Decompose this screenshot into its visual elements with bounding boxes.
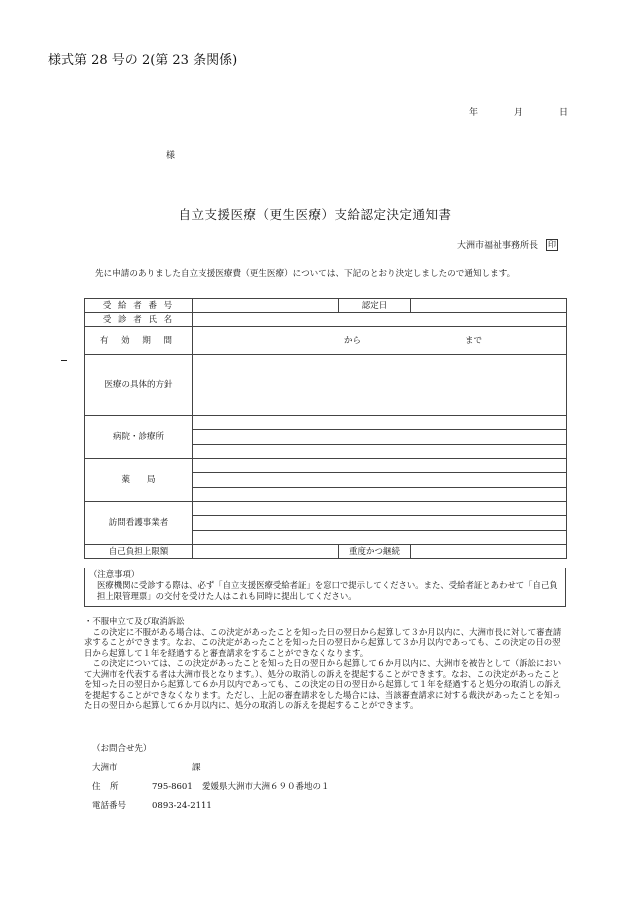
margin-dash: [61, 360, 67, 361]
addressee-honorific: 様: [166, 151, 176, 161]
hospital-row-1: [193, 416, 567, 430]
severe-continuous-value: [411, 545, 567, 559]
nursing-row-1: [193, 502, 567, 516]
treatment-plan-label: 医療の具体的方針: [85, 355, 193, 416]
pharmacy-row-1: [193, 459, 567, 473]
notes-body: 医療機関に受診する際は、必ず「自立支援医療受給者証」を窓口で提示してください。また、受給者証とあわせて「自己負担上限管理票」の交付を受けた人はこれも同時に提出してください。: [97, 580, 558, 601]
contact-heading: （お問合せ先）: [92, 744, 152, 754]
date-month: 月: [513, 108, 523, 118]
nursing-row-3: [193, 530, 567, 544]
contact-phone: 0893-24-2111: [152, 801, 212, 811]
issuer-name: 大洲市福祉事務所長: [456, 241, 538, 251]
document-title: 自立支援医療（更生医療）支給認定決定通知書: [178, 207, 452, 222]
date-year: 年: [468, 108, 478, 118]
date-line: [433, 105, 568, 118]
cert-date-value: [411, 299, 567, 313]
notes-box: [84, 568, 566, 607]
notes-heading: （注意事項）: [89, 569, 140, 579]
severe-continuous-label: 重度かつ継続: [339, 545, 411, 559]
appeal-paragraph-1: この決定に不服がある場合は、この決定があったことを知った日の翌日から起算して３か月以内に、大洲市長に対して審査請求することができます。なお、この決定があったことを知った日の翌日から起算して３か月以内であっても、この決定の日の翌日から起算して１年を経過すると審査請求をすることができなくなります。: [84, 626, 562, 658]
period-to: まで: [464, 335, 482, 346]
copay-limit-value: [193, 545, 339, 559]
visiting-nurse-label: 訪問看護事業者: [85, 502, 193, 545]
patient-name-label: 受 診 者 氏 名: [85, 313, 193, 327]
period-from: から: [344, 335, 362, 346]
phone-label: 電話番号: [92, 801, 127, 811]
recipient-number-value: [193, 299, 339, 313]
cert-date-label: 認定日: [339, 299, 411, 313]
hospital-row-2: [193, 430, 567, 444]
contact-city-row: [92, 763, 330, 773]
contact-phone-row: [92, 801, 330, 811]
pharmacy-row-2: [193, 473, 567, 487]
contact-address: 愛媛県大洲市大洲６９０番地の１: [202, 782, 330, 792]
form-number: 様式第 28 号の 2(第 23 条関係): [48, 53, 238, 68]
recipient-number-label: 受 給 者 番 号: [85, 299, 193, 313]
contact-postal: 795-8601: [152, 782, 193, 792]
contact-address-row: [92, 782, 330, 792]
issuer: [457, 238, 558, 251]
pharmacy-label: 薬 局: [85, 459, 193, 502]
patient-name-value: [193, 313, 567, 327]
appeal-paragraph-2: この決定については、この決定があったことを知った日の翌日から起算して６か月以内に、大洲市を被告として（訴訟において大洲市を代表する者は大洲市長となります。）、処分の取消しの訴えを提起することができます。なお、この決定があったことを知った日の翌日から起算して６か月以内であっても、この決定の日の翌日から起算して１年を経過すると処分の取消しの訴えを提起することができなくなります。ただし、上記の審査請求をした場合には、当該審査請求に対する裁決があったことを知った日の翌日から起算して６か月以内に、処分の取消しの訴えを提起することができます。: [84, 658, 562, 710]
date-day: 日: [558, 108, 568, 118]
pharmacy-row-3: [193, 487, 567, 501]
address-label-a: 住: [92, 782, 101, 792]
contact-section: [92, 744, 330, 820]
contact-city: 大洲市: [92, 763, 118, 773]
hospital-label: 病院・診療所: [85, 416, 193, 459]
copay-limit-label: 自己負担上限額: [85, 545, 193, 559]
certification-table: [84, 298, 567, 559]
address-label-b: 所: [110, 782, 119, 792]
valid-period-value: [193, 327, 567, 355]
intro-text: 先に申請のありました自立支援医療費（更生医療）については、下記のとおり決定しましたので通知します。: [95, 269, 516, 279]
appeal-section: [84, 616, 566, 711]
valid-period-label: 有 効 期 間: [85, 327, 193, 355]
treatment-plan-value: [193, 355, 567, 416]
appeal-heading: ・不服申立て及び取消訴訟: [84, 616, 185, 626]
nursing-row-2: [193, 516, 567, 530]
hospital-row-3: [193, 444, 567, 458]
seal-mark: 印: [548, 239, 556, 249]
contact-dept: 課: [192, 763, 201, 773]
